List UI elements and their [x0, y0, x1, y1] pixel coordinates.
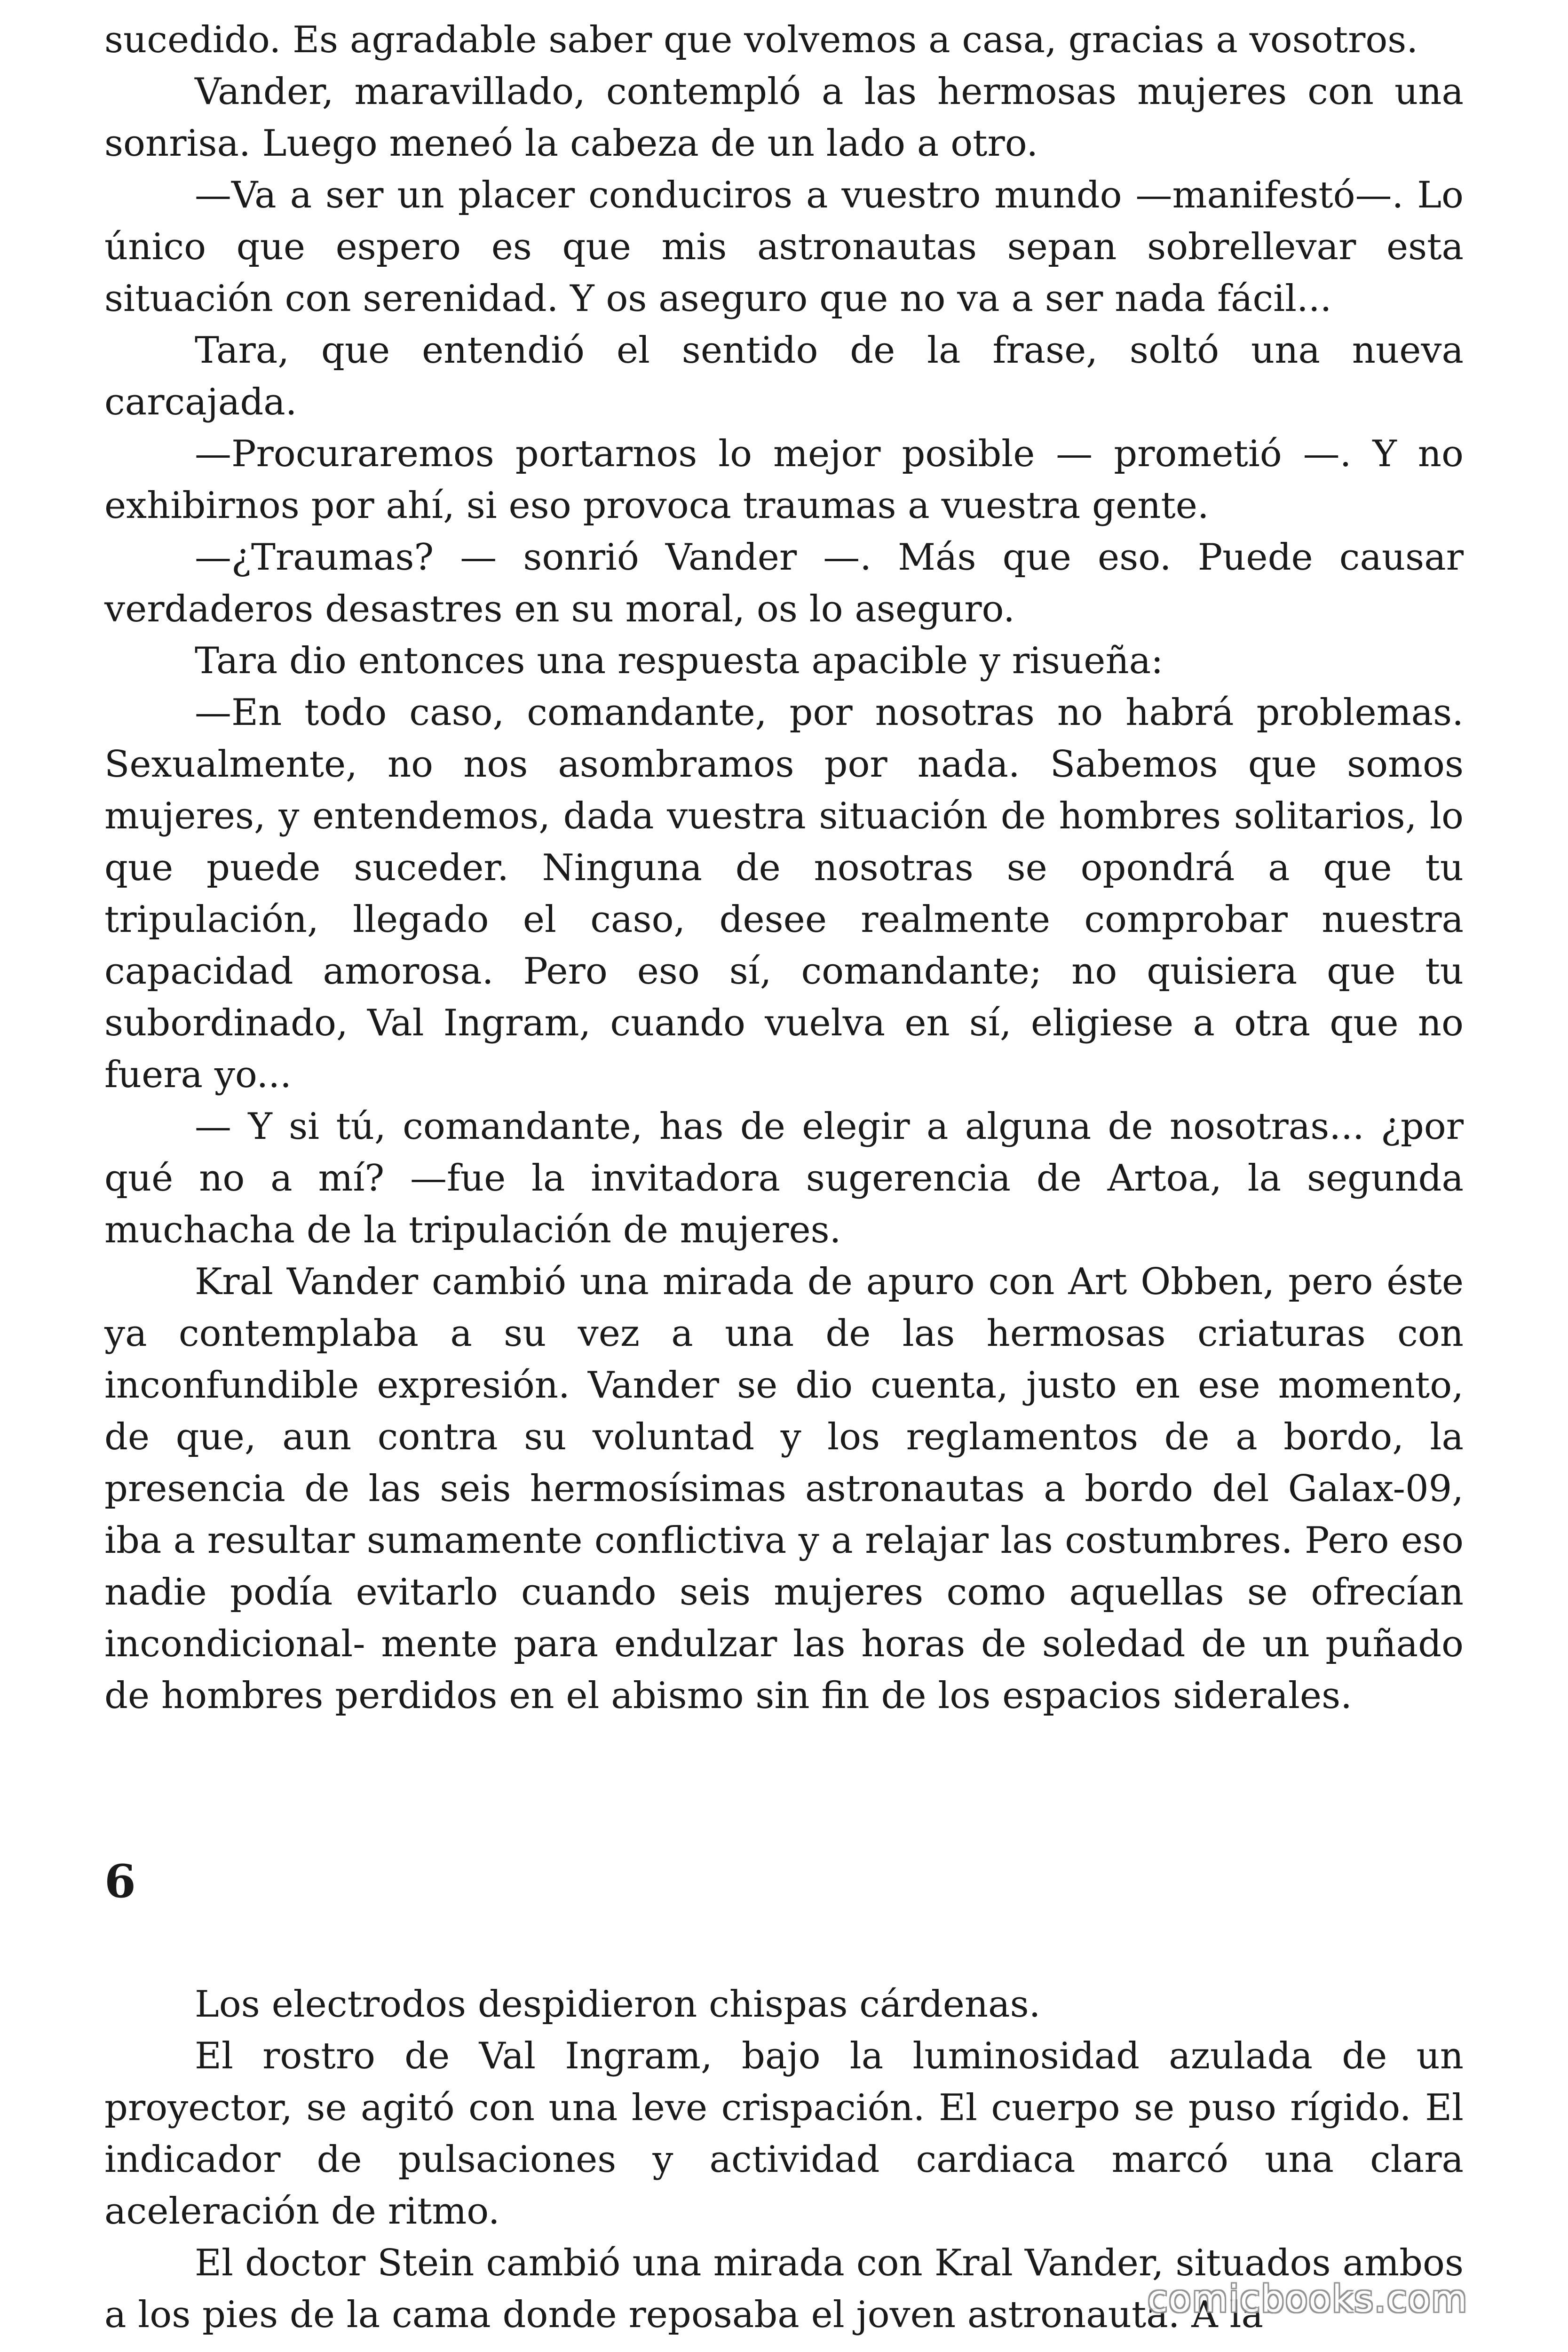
paragraph: —En todo caso, comandante, por nosotras no habrá problemas. Sexualmente, no nos asombramos por nada. Sabemos que somos mujeres, y entendemos, dada vuestra situación de hombres solitarios, lo que puede suceder. Ninguna de nosotras se opondrá a que tu tripulación, llegado el caso, desee realmente comprobar nuestra capacidad amorosa. Pero eso sí, comandante; no quisiera que tu subordinado, Val Ingram, cuando vuelva en sí, eligiese a otra que no fuera yo...	[104, 691, 1464, 1096]
paragraph: El rostro de Val Ingram, bajo la luminosidad azulada de un proyector, se agitó con una leve crispación. El cuerpo se puso rígido. El indicador de pulsaciones y actividad cardiaca marcó una clara aceleración de ritmo.	[104, 2035, 1464, 2233]
watermark: comicbooks.com	[1148, 2278, 1468, 2320]
paragraph: —Procuraremos portarnos lo mejor posible — prometió —. Y no exhibirnos por ahí, si eso provoca traumas a vuestra gente.	[104, 433, 1464, 527]
paragraph: Tara, que entendió el sentido de la frase, soltó una nueva carcajada.	[104, 329, 1464, 423]
paragraph: Los electrodos despidieron chispas cárdenas.	[195, 1983, 1041, 2026]
paragraph: sucedido. Es agradable saber que volvemos a casa, gracias a vosotros.	[104, 19, 1418, 61]
paragraph: El doctor Stein cambió una mirada con Kral Vander, situados ambos a los pies de la cama donde reposaba el joven astronauta. A la	[104, 2242, 1464, 2336]
paragraph: Vander, maravillado, contempló a las hermosas mujeres con una sonrisa. Luego meneó la cabeza de un lado a otro.	[104, 71, 1464, 165]
paragraph: —Va a ser un placer conduciros a vuestro mundo —manifestó—. Lo único que espero es que mis astronautas sepan sobrellevar esta situación con serenidad. Y os aseguro que no va a ser nada fácil...	[104, 174, 1464, 320]
paragraph: Tara dio entonces una respuesta apacible y risueña:	[195, 640, 1164, 682]
paragraph: — Y si tú, comandante, has de elegir a alguna de nosotras... ¿por qué no a mí? —fue la invitadora sugerencia de Artoa, la segunda muchacha de la tripulación de mujeres.	[104, 1105, 1464, 1251]
chapter-number: 6	[104, 1855, 136, 1908]
paragraph: Kral Vander cambió una mirada de apuro con Art Obben, pero éste ya contemplaba a su vez a una de las hermosas criaturas con inconfundible expresión. Vander se dio cuenta, justo en ese momento, de que, aun contra su voluntad y los reglamentos de a bordo, la presencia de las seis hermosísimas astronautas a bordo del Galax-09, iba a resultar sumamente conflictiva y a relajar las costumbres. Pero eso nadie podía evitarlo cuando seis mujeres como aquellas se ofrecían incondicional- mente para endulzar las horas de soledad de un puñado de hombres perdidos en el abismo sin fin de los espacios siderales.	[104, 1261, 1464, 1717]
text-block-before-chapter	[104, 14, 1464, 1722]
paragraph: —¿Traumas? — sonrió Vander —. Más que eso. Puede causar verdaderos desastres en su moral, os lo aseguro.	[104, 536, 1464, 630]
